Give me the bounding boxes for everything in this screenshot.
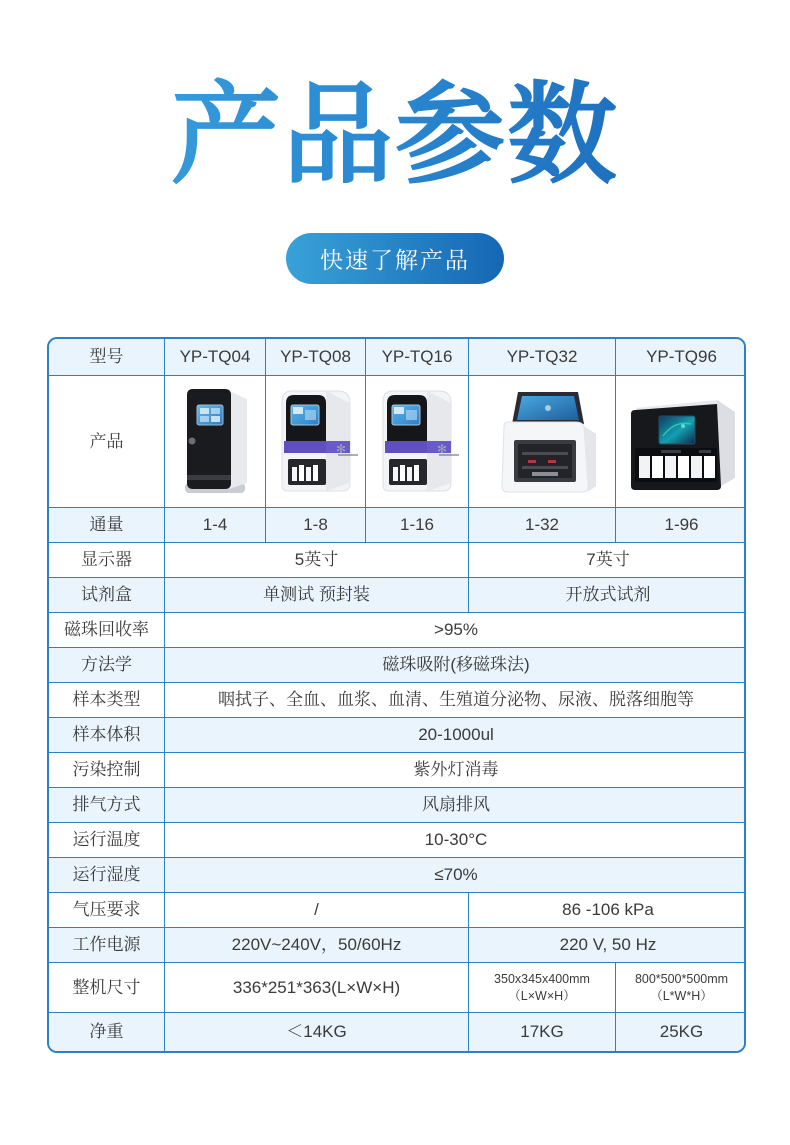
- spec-row-reagent-kit: [49, 578, 747, 613]
- spec-value-cell: 开放式试剂: [469, 578, 747, 613]
- model-name-cell: YP-TQ32: [469, 339, 616, 376]
- spec-value-cell: 1-32: [469, 508, 616, 543]
- spec-row-throughput: [49, 508, 747, 543]
- product-cell: [616, 376, 747, 508]
- spec-value-cell: /: [165, 893, 469, 928]
- product-image-yp-tq16: [373, 383, 461, 501]
- spec-value-cell: 咽拭子、全血、血浆、血清、生殖道分泌物、尿液、脱落细胞等: [165, 683, 747, 718]
- spec-value-cell: 10-30°C: [165, 823, 747, 858]
- model-name-cell: YP-TQ16: [366, 339, 469, 376]
- row-label: 显示器: [49, 543, 165, 578]
- row-label: 样本体积: [49, 718, 165, 753]
- model-name-cell: YP-TQ96: [616, 339, 747, 376]
- row-label: 运行温度: [49, 823, 165, 858]
- spec-value-cell: 单测试 预封装: [165, 578, 469, 613]
- spec-value-cell: 5英寸: [165, 543, 469, 578]
- product-cell: [469, 376, 616, 508]
- row-label: 运行湿度: [49, 858, 165, 893]
- badge-container: [0, 233, 790, 284]
- spec-value-cell: 磁珠吸附(移磁珠法): [165, 648, 747, 683]
- row-label: 试剂盒: [49, 578, 165, 613]
- spec-value-cell: 20-1000ul: [165, 718, 747, 753]
- row-label: 净重: [49, 1013, 165, 1052]
- row-label: 通量: [49, 508, 165, 543]
- spec-row-dimensions: [49, 963, 747, 1013]
- spec-value-cell: 1-8: [266, 508, 366, 543]
- spec-value-cell: 7英寸: [469, 543, 747, 578]
- product-image-yp-tq04: [173, 383, 257, 501]
- spec-value-cell: 17KG: [469, 1013, 616, 1052]
- spec-row-operating-temperature: [49, 823, 747, 858]
- spec-value-cell: 25KG: [616, 1013, 747, 1052]
- product-image-yp-tq08: [272, 383, 360, 501]
- row-label: 工作电源: [49, 928, 165, 963]
- row-label: 磁珠回收率: [49, 613, 165, 648]
- product-cell: [165, 376, 266, 508]
- model-name-cell: YP-TQ08: [266, 339, 366, 376]
- row-label-model: 型号: [49, 339, 165, 376]
- spec-value-cell: >95%: [165, 613, 747, 648]
- row-label: 方法学: [49, 648, 165, 683]
- spec-value-cell: 220V~240V，50/60Hz: [165, 928, 469, 963]
- spec-row-air-pressure: [49, 893, 747, 928]
- spec-value-cell: 336*251*363(L×W×H): [165, 963, 469, 1013]
- spec-value-cell: 220 V, 50 Hz: [469, 928, 747, 963]
- page-title: 产品参数: [0, 72, 790, 199]
- model-name-cell: YP-TQ04: [165, 339, 266, 376]
- spec-value-cell: 1-16: [366, 508, 469, 543]
- spec-value-cell: 紫外灯消毒: [165, 753, 747, 788]
- spec-row-sample-volume: [49, 718, 747, 753]
- spec-row-methodology: [49, 648, 747, 683]
- product-cell: [366, 376, 469, 508]
- spec-value-cell: ≤70%: [165, 858, 747, 893]
- row-label: 整机尺寸: [49, 963, 165, 1013]
- spec-table-container: [47, 337, 746, 1053]
- spec-table: [48, 338, 746, 1052]
- spec-value-cell: 350x345x400mm（L×W×H）: [469, 963, 616, 1013]
- svg-text:✻: ✻: [437, 441, 448, 456]
- row-label: 排气方式: [49, 788, 165, 823]
- row-label: 污染控制: [49, 753, 165, 788]
- row-label-product: 产品: [49, 376, 165, 508]
- spec-row-exhaust: [49, 788, 747, 823]
- model-header-row: [49, 339, 747, 376]
- row-label: 样本类型: [49, 683, 165, 718]
- spec-row-operating-humidity: [49, 858, 747, 893]
- spec-row-contamination-control: [49, 753, 747, 788]
- spec-row-sample-type: [49, 683, 747, 718]
- svg-text:✻: ✻: [335, 441, 346, 456]
- spec-value-cell: 1-4: [165, 508, 266, 543]
- spec-row-display: [49, 543, 747, 578]
- product-cell: [266, 376, 366, 508]
- spec-value-cell: 风扇排风: [165, 788, 747, 823]
- product-image-yp-tq96: [621, 386, 743, 498]
- spec-value-cell: 86 -106 kPa: [469, 893, 747, 928]
- product-image-yp-tq32: [480, 382, 604, 502]
- spec-row-bead-recovery: [49, 613, 747, 648]
- spec-value-cell: 800*500*500mm（L*W*H）: [616, 963, 747, 1013]
- product-image-row: [49, 376, 747, 508]
- quick-intro-badge: 快速了解产品: [286, 233, 504, 284]
- spec-value-cell: 1-96: [616, 508, 747, 543]
- row-label: 气压要求: [49, 893, 165, 928]
- spec-row-net-weight: [49, 1013, 747, 1052]
- spec-row-power-supply: [49, 928, 747, 963]
- spec-value-cell: ＜14KG: [165, 1013, 469, 1052]
